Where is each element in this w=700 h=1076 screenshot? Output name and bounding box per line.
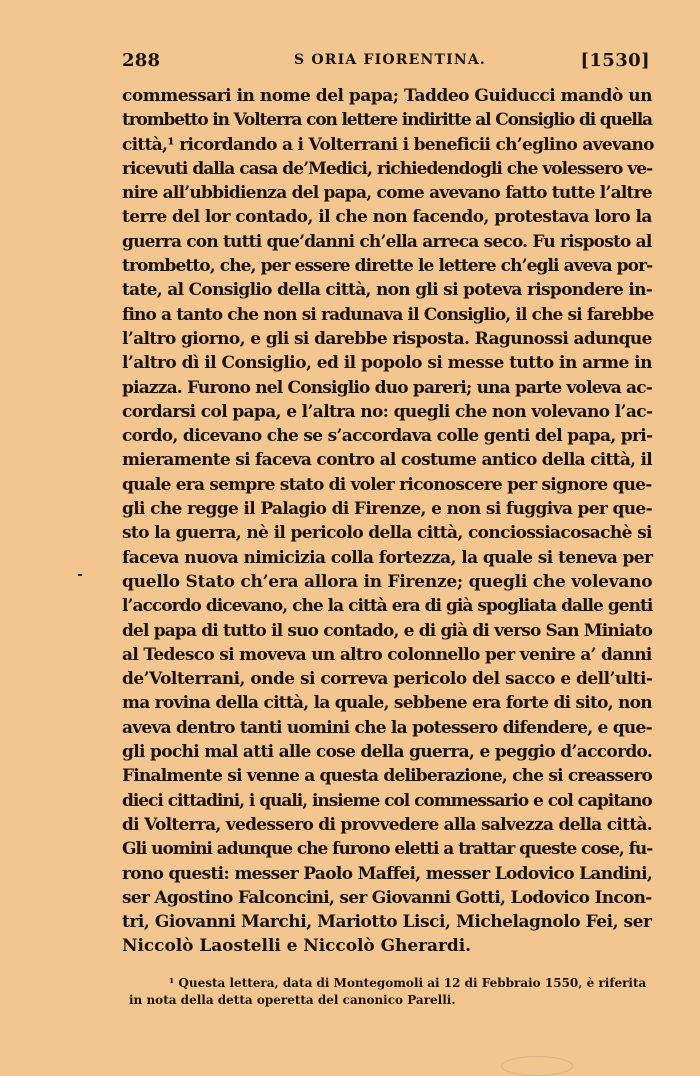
text-line: cordo, dicevano che se s’accordava colle genti del papa, pri- (122, 426, 653, 447)
text-line: l’accordo dicevano, che la città era di già spogliata dalle genti (122, 596, 653, 617)
text-line: terre del lor contado, il che non facendo, protestava loro la (122, 207, 652, 228)
text-line: tate, al Consiglio della città, non gli si poteva rispondere in- (122, 280, 653, 301)
text-line: di Volterra, vedessero di provvedere alla salvezza della città. (122, 814, 652, 835)
text-line: dieci cittadini, i quali, insieme col commessario e col capitano (122, 790, 652, 811)
text-line: piazza. Furono nel Consiglio duo pareri; una parte voleva ac- (122, 377, 653, 398)
text-line: aveva dentro tanti uomini che la potessero difendere, e que- (122, 717, 652, 738)
main-text (122, 84, 654, 959)
text-line: l’altro dì il Consiglio, ed il popolo si messe tutto in arme in (122, 353, 652, 374)
text-line: guerra con tutti que’danni ch’ella arreca seco. Fu risposto al (122, 231, 652, 252)
text-line: Niccolò Laostelli e Niccolò Gherardi. (122, 936, 471, 957)
text-line: quale era sempre stato di voler riconoscere per signore que- (122, 474, 652, 495)
text-line: commessari in nome del papa; Taddeo Guiducci mandò un (122, 86, 652, 106)
text-line: trombetto, che, per essere dirette le lettere ch’egli aveva por- (122, 256, 653, 277)
text-line: tri, Giovanni Marchi, Mariotto Lisci, Michelagnolo Fei, ser (122, 912, 652, 933)
text-line: faceva nuova nimicizia colla fortezza, la quale si teneva per (122, 547, 653, 568)
text-line: l’altro giorno, e gli si darebbe risposta. Ragunossi adunque (122, 328, 652, 349)
text-line: città,¹ ricordando a i Volterrani i beneficii ch’eglino avevano (122, 134, 654, 155)
year-marker: [1530] (580, 50, 650, 71)
text-line: mieramente si faceva contro al costume antico della città, il (122, 450, 653, 471)
footnote-line: ¹ Questa lettera, data di Montegomoli ai 12 di Febbraio 1550, è riferita (169, 976, 647, 990)
text-line: del papa di tutto il suo contado, e di già di verso San Miniato (122, 620, 653, 641)
page-header (122, 50, 650, 76)
margin-mark (78, 574, 82, 576)
text-line: sto la guerra, nè il pericolo della città, conciossiacosachè si (122, 523, 652, 544)
text-line: gli che regge il Palagio di Firenze, e non si fuggiva per que- (122, 499, 653, 520)
library-watermark (501, 1056, 573, 1076)
text-line: quello Stato ch’era allora in Firenze; quegli che volevano (122, 571, 653, 592)
text-line: ricevuti dalla casa de’Medici, richiedendogli che volessero ve- (122, 158, 653, 179)
footnote-line: in nota della detta operetta del canonico Parelli. (129, 993, 456, 1007)
text-line: trombetto in Volterra con lettere indiritte al Consiglio di quella (122, 110, 652, 131)
text-line: al Tedesco si moveva un altro colonnello per venire a’ danni (122, 644, 652, 665)
text-line: rono questi: messer Paolo Maffei, messer Lodovico Landini, (122, 863, 653, 884)
text-line: fino a tanto che non si radunava il Consiglio, il che si farebbe (122, 304, 654, 325)
text-line: de’Volterrani, onde si correva pericolo del sacco e dell’ulti- (122, 669, 653, 690)
page-number: 288 (122, 50, 161, 71)
footnote (129, 975, 649, 1009)
text-line: ser Agostino Falconcini, ser Giovanni Gotti, Lodovico Incon- (122, 887, 652, 908)
text-line: Gli uomini adunque che furono eletti a trattar queste cose, fu- (122, 839, 653, 860)
running-title: S ORIA FIORENTINA. (294, 52, 486, 68)
text-line: Finalmente si venne a questa deliberazione, che si creassero (122, 766, 653, 787)
text-line: cordarsi col papa, e l’altra no: quegli che non volevano l’ac- (122, 401, 653, 422)
text-line: nire all’ubbidienza del papa, come avevano fatto tutte l’altre (122, 183, 652, 204)
text-line: ma rovina della città, la quale, sebbene era forte di sito, non (122, 693, 652, 714)
text-line: gli pochi mal atti alle cose della guerra, e peggio d’accordo. (122, 742, 653, 763)
